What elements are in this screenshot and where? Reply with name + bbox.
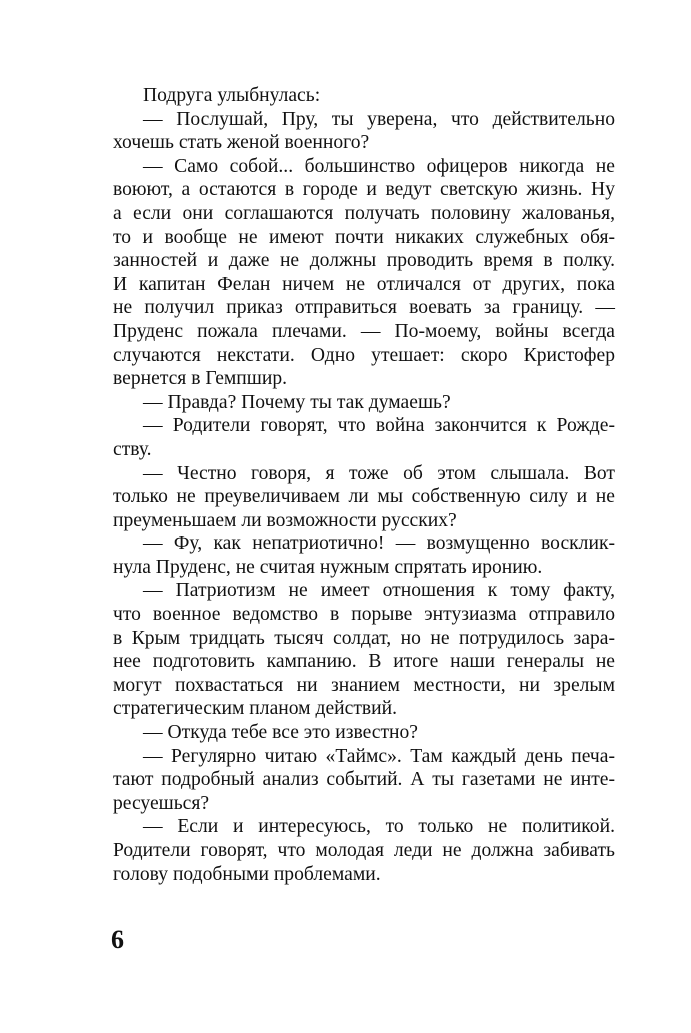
text-line: ству. <box>113 438 152 460</box>
text-line: нее подготовить кампанию. В итоге наши генералы не <box>113 651 615 673</box>
text-line: случаются некстати. Одно утешает: скоро Кристофер <box>113 344 615 366</box>
text-line: воюют, а остаются в городе и ведут светскую жизнь. Ну <box>113 179 615 201</box>
text-line: Родители говорят, что молодая леди не должна забивать <box>113 840 615 861</box>
text-line: — Регулярно читаю «Таймс». Там каждый день печа- <box>143 745 615 767</box>
page-number: 6 <box>111 925 124 954</box>
text-line: стратегическим планом действий. <box>113 698 398 720</box>
text-line: что военное ведомство в порыве энтузиазма отправило <box>113 604 615 626</box>
text-line: — Если и интересуюсь, то только не политикой. <box>143 816 615 838</box>
text-line: — Послушай, Пру, ты уверена, что действительно <box>143 108 615 130</box>
text-line: И капитан Фелан ничем не отличался от других, пока <box>113 273 615 295</box>
text-line: в Крым тридцать тысяч солдат, но не потрудилось зара- <box>113 627 615 649</box>
text-line: ресуешься? <box>113 792 210 814</box>
body-text <box>113 84 615 886</box>
text-line: — Патриотизм не имеет отношения к тому факту, <box>143 580 615 602</box>
text-line: только не преувеличиваем ли мы собственную силу и не <box>113 486 615 508</box>
text-line: вернется в Гемпшир. <box>113 368 288 390</box>
text-line: — Откуда тебе все это известно? <box>143 722 419 744</box>
text-line: голову подобными проблемами. <box>113 863 381 885</box>
text-line: а если они соглашаются получать половину жалованья, <box>113 202 615 224</box>
text-line: — Само собой... большинство офицеров никогда не <box>143 155 615 177</box>
text-line: Подруга улыбнулась: <box>143 85 321 106</box>
text-line: — Фу, как непатриотично! — возмущенно восклик- <box>143 533 615 555</box>
text-line: могут похвастаться ни знанием местности, ни зрелым <box>113 674 615 696</box>
text-line: занностей и даже не должны проводить время в полку. <box>113 250 615 272</box>
text-line: — Правда? Почему ты так думаешь? <box>143 391 451 413</box>
text-line: нула Пруденс, не считая нужным спрятать иронию. <box>113 556 543 578</box>
text-line: — Родители говорят, что война закончится к Рожде- <box>143 415 615 437</box>
text-line: тают подробный анализ событий. А ты газетами не инте- <box>113 769 615 791</box>
text-line: преуменьшаем ли возможности русских? <box>113 509 457 531</box>
text-line: — Честно говоря, я тоже об этом слышала. Вот <box>143 462 615 484</box>
text-line: Пруденс пожала плечами. — По-моему, войны всегда <box>113 320 615 342</box>
text-line: не получил приказ отправиться воевать за границу. — <box>113 297 615 319</box>
text-line: хочешь стать женой военного? <box>113 132 370 154</box>
text-line: то и вообще не имеют почти никаких служебных обя- <box>113 226 615 248</box>
